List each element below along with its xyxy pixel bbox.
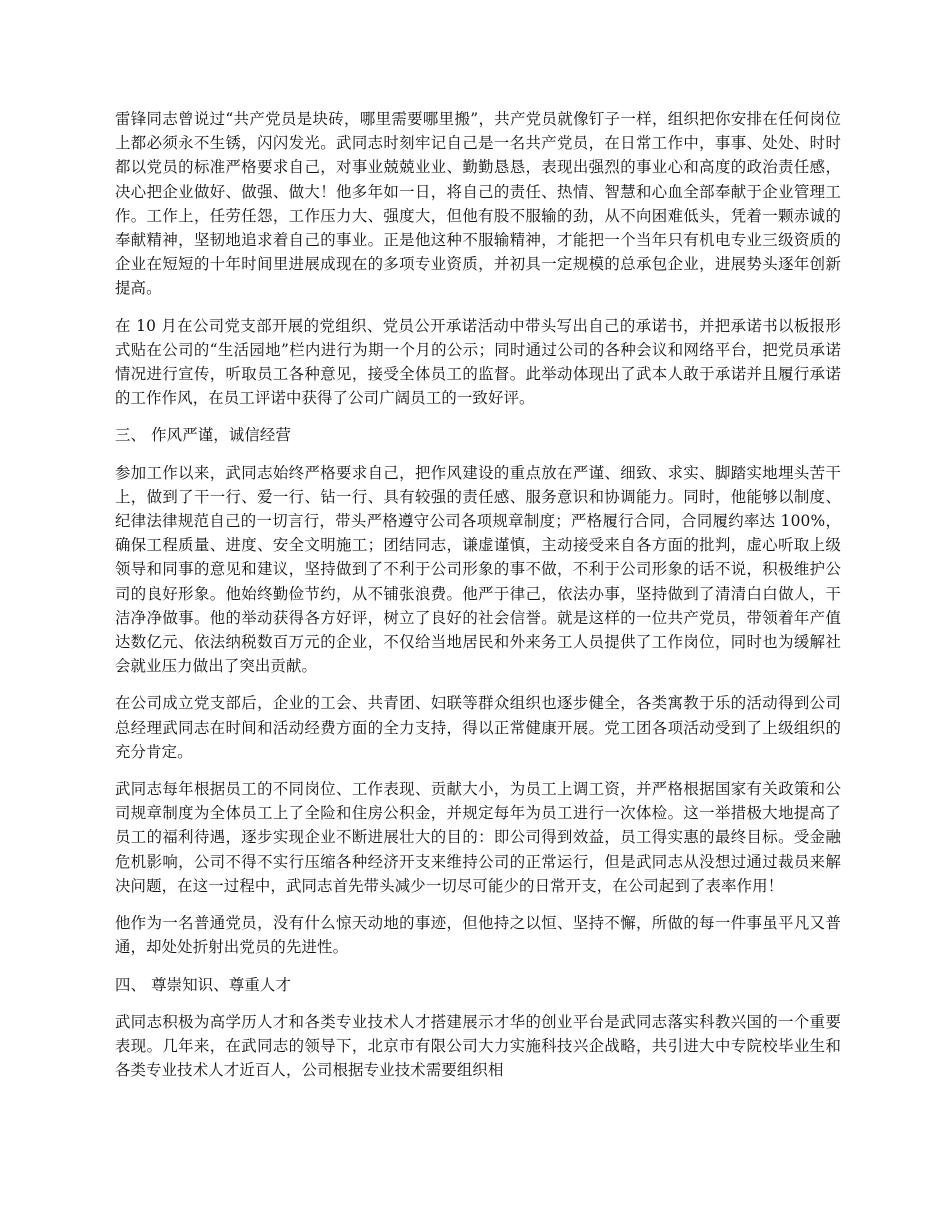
- paragraph-employee-welfare: 武同志每年根据员工的不同岗位、工作表现、贡献大小，为员工上调工资，并严格根据国家有关政策和公司规章制度为全体员工上了全险和住房公积金，并规定每年为员工进行一次体检。这一举措极大地提高了员工的福利待遇，逐步实现企业不断进展壮大的目的：即公司得到效益，员工得实惠的最终目标。受金融危机影响，公司不得不实行压缩各种经济开支来维持公司的正常运行，但是武同志从没想过通过裁员来解决问题，在这一过程中，武同志首先带头减少一切尽可能少的日常开支，在公司起到了表率作用！: [115, 780, 841, 895]
- paragraph-work-style: 参加工作以来，武同志始终严格要求自己，把作风建设的重点放在严谨、细致、求实、脚踏实地埋头苦干上，做到了干一行、爱一行、钻一行、具有较强的责任感、服务意识和协调能力。同时，他能够以制度、纪律法律规范自己的一切言行，带头严格遵守公司各项规章制度；严格履行合同，合同履约率达 100%，确保工程质量、进度、安全文明施工；团结同志，谦虚谨慎，主动接受来自各方面的批判，虚心听取上级领导和同事的意见和建议，坚持做到了不利于公司形象的事不做，不利于公司形象的话不说，积极维护公司的良好形象。他始终勤俭节约，从不铺张浪费。他严于律己，依法办事，坚持做到了清清白白做人，干洁净净做事。他的举动获得各方好评，树立了良好的社会信誉。就是这样的一位共产党员，带领着年产值达数亿元、依法纳税数百万元的企业，不仅给当地居民和外来务工人员提供了工作岗位，同时也为缓解社会就业压力做出了突出贡献。: [115, 463, 841, 676]
- document-body: [115, 107, 841, 1095]
- paragraph-lei-feng-quote: 雷锋同志曾说过“共产党员是块砖，哪里需要哪里搬”，共产党员就像钉子一样，组织把你安排在任何岗位上都必须永不生锈，闪闪发光。武同志时刻牢记自己是一名共产党员，在日常工作中，事事、处处、时时都以党员的标准严格要求自己，对事业兢兢业业、勤勤恳恳，表现出强烈的事业心和高度的政治责任感，决心把企业做好、做强、做大！他多年如一日，将自己的责任、热情、智慧和心血全部奉献于企业管理工作。工作上，任劳任怨，工作压力大、强度大，但他有股不服输的劲，从不向困难低头，凭着一颗赤诚的奉献精神，坚韧地追求着自己的事业。正是他这种不服输精神，才能把一个当年只有机电专业三级资质的企业在短短的十年时间里进展成现在的多项专业资质，并初具一定规模的总承包企业，进展势头逐年创新提高。: [115, 110, 841, 298]
- paragraph-ordinary-member: 他作为一名普通党员，没有什么惊天动地的事迹，但他持之以恒、坚持不懈，所做的每一件事虽平凡又普通，却处处折射出党员的先进性。: [115, 914, 841, 957]
- paragraph-public-commitment: 在 10 月在公司党支部开展的党组织、党员公开承诺活动中带头写出自己的承诺书，并把承诺书以板报形式贴在公司的“生活园地”栏内进行为期一个月的公示；同时通过公司的各种会议和网络平台，把党员承诺情况进行宣传，听取员工各种意见，接受全体员工的监督。此举动体现出了武本人敢于承诺并且履行承诺的工作作风，在员工评诺中获得了公司广阔员工的一致好评。: [115, 316, 841, 408]
- paragraph-party-branch: 在公司成立党支部后，企业的工会、共青团、妇联等群众组织也逐步健全，各类寓教于乐的活动得到公司总经理武同志在时间和活动经费方面的全力支持，得以正常健康开展。党工团各项活动受到了上级组织的充分肯定。: [115, 694, 841, 761]
- section-heading-4: 四、 尊崇知识、尊重人才: [115, 975, 291, 994]
- paragraph-talent: 武同志积极为高学历人才和各类专业技术人才搭建展示才华的创业平台是武同志落实科教兴国的一个重要表现。几年来，在武同志的领导下，北京市有限公司大力实施科技兴企战略，共引进大中专院校毕业生和各类专业技术人才近百人，公司根据专业技术需要组织相: [115, 1012, 841, 1080]
- section-heading-3: 三、 作风严谨，诚信经营: [115, 426, 291, 445]
